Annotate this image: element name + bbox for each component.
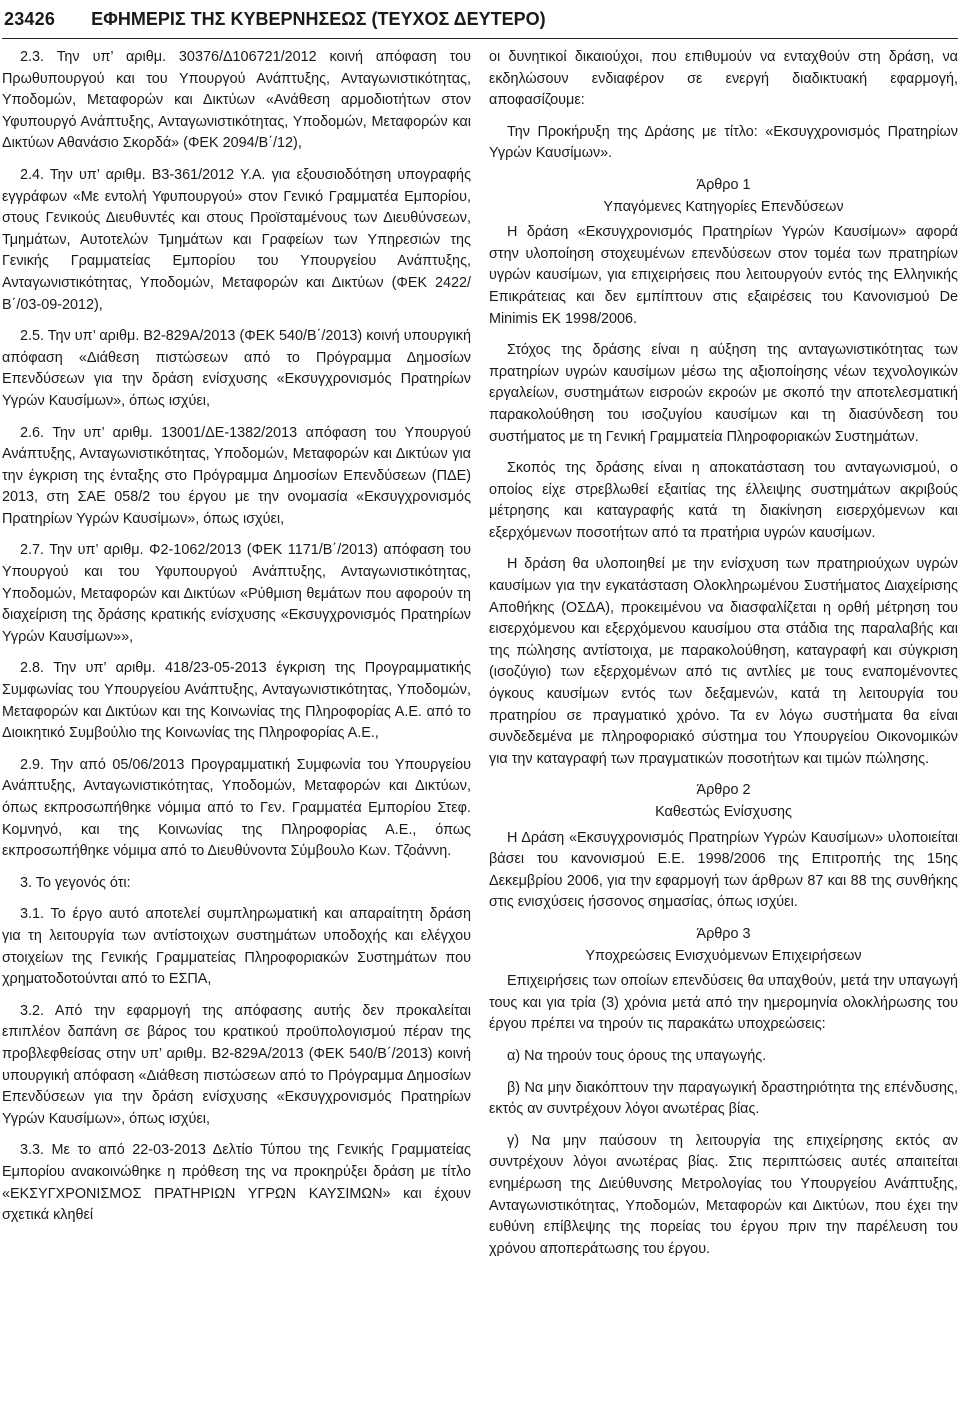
article-3-heading: Άρθρο 3 [696,925,751,942]
page-number: 23426 [4,8,56,29]
article-1-paragraph: Στόχος της δράσης είναι η αύξηση της ανταγωνιστικότητας των πρατηρίων υγρών καυσίμων μέσω της αξιοποίησης νέων τεχνολογικών εργαλείων, συστημάτων εισροών εκροών με σκοπό την αποτελεσματική παρακολούθηση του ισοζυγίου καυσίμων και τη διασύνδεση του συστήματος με τη Γενική Γραμματεία Πληροφοριακών Συστημάτων. [489,342,958,445]
paragraph-2-9: 2.9. Την από 05/06/2013 Προγραμματική Συμφωνία του Υπουργείου Ανάπτυξης, Ανταγωνιστικότητας, Υποδομών, Μεταφορών και Δικτύων, όπως εκπροσωπήθηκε νόμιμα από το Γεν. Γραμματέα Εμπορίου Στεφ. Κομνηνό, και της Κοινωνίας της Πληροφορίας Α.Ε., όπως εκπροσωπήθηκε νόμιμα από το Διευθύνοντα Σύμβουλο Κων. Τζοάννη. [2,756,471,860]
paragraph-2-6: 2.6. Την υπ’ αριθμ. 13001/ΔΕ-1382/2013 απόφαση του Υπουργού Ανάπτυξης, Ανταγωνιστικότητας, Υποδομών, Μεταφορών και Δικτύων για την έγκριση της ένταξης στο Πρόγραμμα Δημοσίων Επενδύσεων (ΠΔΕ) 2013, στη ΣΑΕ 058/2 του έργου με την ονομασία «Εκσυγχρονισμός Πρατηρίων Υγρών Καυσίμων», όπως ισχύει, [2,424,471,527]
article-3-item-a: α) Να τηρούν τους όρους της υπαγωγής. [507,1047,767,1064]
intro-decision: Την Προκήρυξη της Δράσης με τίτλο: «Εκσυγχρονισμός Πρατηρίων Υγρών Καυσίμων». [489,123,958,162]
article-3-paragraph: Επιχειρήσεις των οποίων επενδύσεις θα υπαχθούν, μετά την υπαγωγή τους και για τρία (3) χρόνια μετά από την ημερομηνία ολοκλήρωσης του έργου πρέπει να τηρούν τις παρακάτω υποχρεώσεις: [489,973,958,1033]
article-1-subheading: Υπαγόμενες Κατηγορίες Επενδύσεων [603,198,844,215]
right-column [489,47,958,1270]
article-2-paragraph: Η Δράση «Εκσυγχρονισμός Πρατηρίων Υγρών Καυσίμων» υλοποιείται βάσει του κανονισμού Ε.Ε. 1998/2006 της Επιτροπής της 15ης Δεκεμβρίου 2006, για την εφαρμογή των άρθρων 87 και 88 της συνθήκης στις ενισχύσεις ήσσονος σημασίας, όπως ισχύει. [489,829,958,911]
article-3-item-b: β) Να μην διακόπτουν την παραγωγική δραστηριότητα της επένδυσης, εκτός αν συντρέχουν λόγοι ανωτέρας βίας. [489,1079,958,1118]
article-1-paragraph: Σκοπός της δράσης είναι η αποκατάσταση του ανταγωνισμού, ο οποίος είχε στρεβλωθεί εξαιτίας της έλλειψης συστημάτων ακριβούς μέτρησης και καταγραφής κατά τη διακίνηση εισερχόμενων και εξερχόμενων ποσοτήτων από τα πρατήρια υγρών καυσίμων. [489,460,958,541]
article-2-subheading: Καθεστώς Ενίσχυσης [655,804,792,820]
text-columns [2,39,958,1270]
paragraph-3-1: 3.1. Το έργο αυτό αποτελεί συμπληρωματική και απαραίτητη δράση για τη λειτουργία των αντίστοιχων συστημάτων υποδοχής και ελέγχου στοιχείων της Γενικής Γραμματείας Πληροφοριακών Συστημάτων που χρηματοδοτούνται από το ΕΣΠΑ, [2,906,471,988]
paragraph-2-3: 2.3. Την υπ’ αριθμ. 30376/Δ106721/2012 κοινή απόφαση του Πρωθυπουργού και του Υπουργού Ανάπτυξης, Ανταγωνιστικότητας, Υποδομών, Μεταφορών και Δικτύων «Ανάθεση αρμοδιοτήτων στον Υφυπουργό Ανάπτυξης, Ανταγωνιστικότητας, Υποδομών, Μεταφορών και Δικτύων Αθανάσιο Σκορδά» (ΦΕΚ 2094/Β΄/12), [2,49,471,152]
left-column [2,47,471,1270]
paragraph-3-2: 3.2. Από την εφαρμογή της απόφασης αυτής δεν προκαλείται επιπλέον δαπάνη σε βάρος του κρατικού προϋπολογισμού πέραν της προβλεφθείσας στην υπ’ αριθμ. Β2-829Α/2013 (ΦΕΚ 540/Β΄/2013) κοινή υπουργική απόφαση «Διάθεση πιστώσεων από το Πρόγραμμα Δημοσίων Επενδύσεων για την δράση ενίσχυσης «Εκσυγχρονισμός Πρατηρίων Υγρών Καυσίμων», όπως ισχύει, [2,1002,471,1127]
article-3-item-c: γ) Να μην παύσουν τη λειτουργία της επιχείρησης εκτός αν συντρέχουν λόγοι ανωτέρας βίας. Στις περιπτώσεις αυτές απαιτείται ενημέρωση της Διεύθυνσης Μετρολογίας του Υπουργείου Ανάπτυξης, Ανταγωνιστικότητας, Υποδομών, Μεταφορών και Δικτύων, που έχει την ευθύνη επίβλεψης της πορείας του έργου πριν την παρέλευση του χρόνου αποπεράτωσης του έργου. [489,1132,958,1257]
article-2-heading: Άρθρο 2 [696,782,751,799]
article-1-paragraph: Η δράση θα υλοποιηθεί με την ενίσχυση των πρατηριούχων υγρών καυσίμων για την εγκατάσταση Ολοκληρωμένου Συστήματος Διαχείρισης Αποθήκης (ΟΣΔΑ), προκειμένου να διασφαλίζεται η ορθή μέτρηση του εισερχόμενου και εξερχόμενου καυσίμου στα στάδια της παραλαβής και της πώλησης αντίστοιχα, με παρακολούθηση, καταγραφή και σύγκριση (ισοζύγιο) των εξερχομένων από τις αντλίες με τους εναπομένοντες όγκους καυσίμων εντός των δεξαμενών, κατά τη λειτουργία του πρατηρίου σε πραγματικό χρόνο. Τα εν λόγω συστήματα θα είναι συνδεδεμένα με πληροφοριακό σύστημα του Υπουργείου Οικονομικών για την καταγραφή των πραγματικών ποσοτήτων και τιμών πώλησης. [489,556,958,767]
paragraph-2-4: 2.4. Την υπ’ αριθμ. Β3-361/2012 Υ.Α. για εξουσιοδότηση υπογραφής εγγράφων «Με εντολή Υφυπουργού» στον Γενικό Γραμματέα Εμπορίου, στους Γενικούς Διευθυντές και στους Προϊσταμένους των Διευθύνσεων, Τμημάτων, Αυτοτελών Τμημάτων και Γραφείων των Υπηρεσιών της Γενικής Γραμματείας Εμπορίου του Υπουργείου Ανάπτυξης, Ανταγωνιστικότητας, Υποδομών, Μεταφορών και Δικτύων (ΦΕΚ 2422/Β΄/03-09-2012), [2,166,471,313]
gazette-title: ΕΦΗΜΕΡΙΣ ΤΗΣ ΚΥΒΕΡΝΗΣΕΩΣ (ΤΕΥΧΟΣ ΔΕΥΤΕΡΟ) [91,8,546,29]
article-3-subheading: Υποχρεώσεις Ενισχυόμενων Επιχειρήσεων [585,947,862,964]
paragraph-2-5: 2.5. Την υπ’ αριθμ. Β2-829Α/2013 (ΦΕΚ 540/Β΄/2013) κοινή υπουργική απόφαση «Διάθεση πιστώσεων από το Πρόγραμμα Δημοσίων Επενδύσεων για την δράση ενίσχυσης «Εκσυγχρονισμός Πρατηρίων Υγρών Καυσίμων», όπως ισχύει, [2,328,471,409]
paragraph-3: 3. Το γεγονός ότι: [20,874,131,891]
paragraph-3-3: 3.3. Με το από 22-03-2013 Δελτίο Τύπου της Γενικής Γραμματείας Εμπορίου ανακοινώθηκε η πρόθεση της να προκηρύξει δράση με τίτλο «ΕΚΣΥΓΧΡΟΝΙΣΜΟΣ ΠΡΑΤΗΡΙΩΝ ΥΓΡΩΝ ΚΑΥΣΙΜΩΝ» και έχουν σχετικά κληθεί [2,1142,471,1224]
paragraph-2-7: 2.7. Την υπ’ αριθμ. Φ2-1062/2013 (ΦΕΚ 1171/Β΄/2013) απόφαση του Υπουργού και του Υφυπουργού Ανάπτυξης, Ανταγωνιστικότητας, Υποδομών, Μεταφορών και Δικτύων «Ρύθμιση θεμάτων που αφορούν τη διαχείριση της δράσης κρατικής ενίσχυσης «Εκσυγχρονισμός Πρατηρίων Υγρών Καυσίμων»», [2,542,471,645]
article-1-heading: Άρθρο 1 [696,176,751,193]
paragraph-2-8: 2.8. Την υπ’ αριθμ. 418/23-05-2013 έγκριση της Προγραμματικής Συμφωνίας του Υπουργείου Ανάπτυξης, Ανταγωνιστικότητας, Υποδομών, Μεταφορών και Δικτύων και της Κοινωνίας της Πληροφορίας Α.Ε. από το Διοικητικό Συμβούλιο της Κοινωνίας της Πληροφορίας Α.Ε., [2,660,471,742]
page-header [2,0,958,39]
article-1-paragraph: Η δράση «Εκσυγχρονισμός Πρατηρίων Υγρών Καυσίμων» αφορά στην υλοποίηση στοχευμένων επενδύσεων στον τομέα των πρατηρίων υγρών καυσίμων, για επιχειρήσεις που λειτουργούν εντός της Ελληνικής Επικράτειας και δεν εμπίπτουν στις εξαιρέσεις του Κανονισμού De Minimis ΕΚ 1998/2006. [489,224,958,327]
intro-continuation: οι δυνητικοί δικαιούχοι, που επιθυμούν να ενταχθούν στη δράση, να εκδηλώσουν ενδιαφέρον σε ενεργή διαδικτυακή εφαρμογή, αποφασίζουμε: [489,49,958,109]
